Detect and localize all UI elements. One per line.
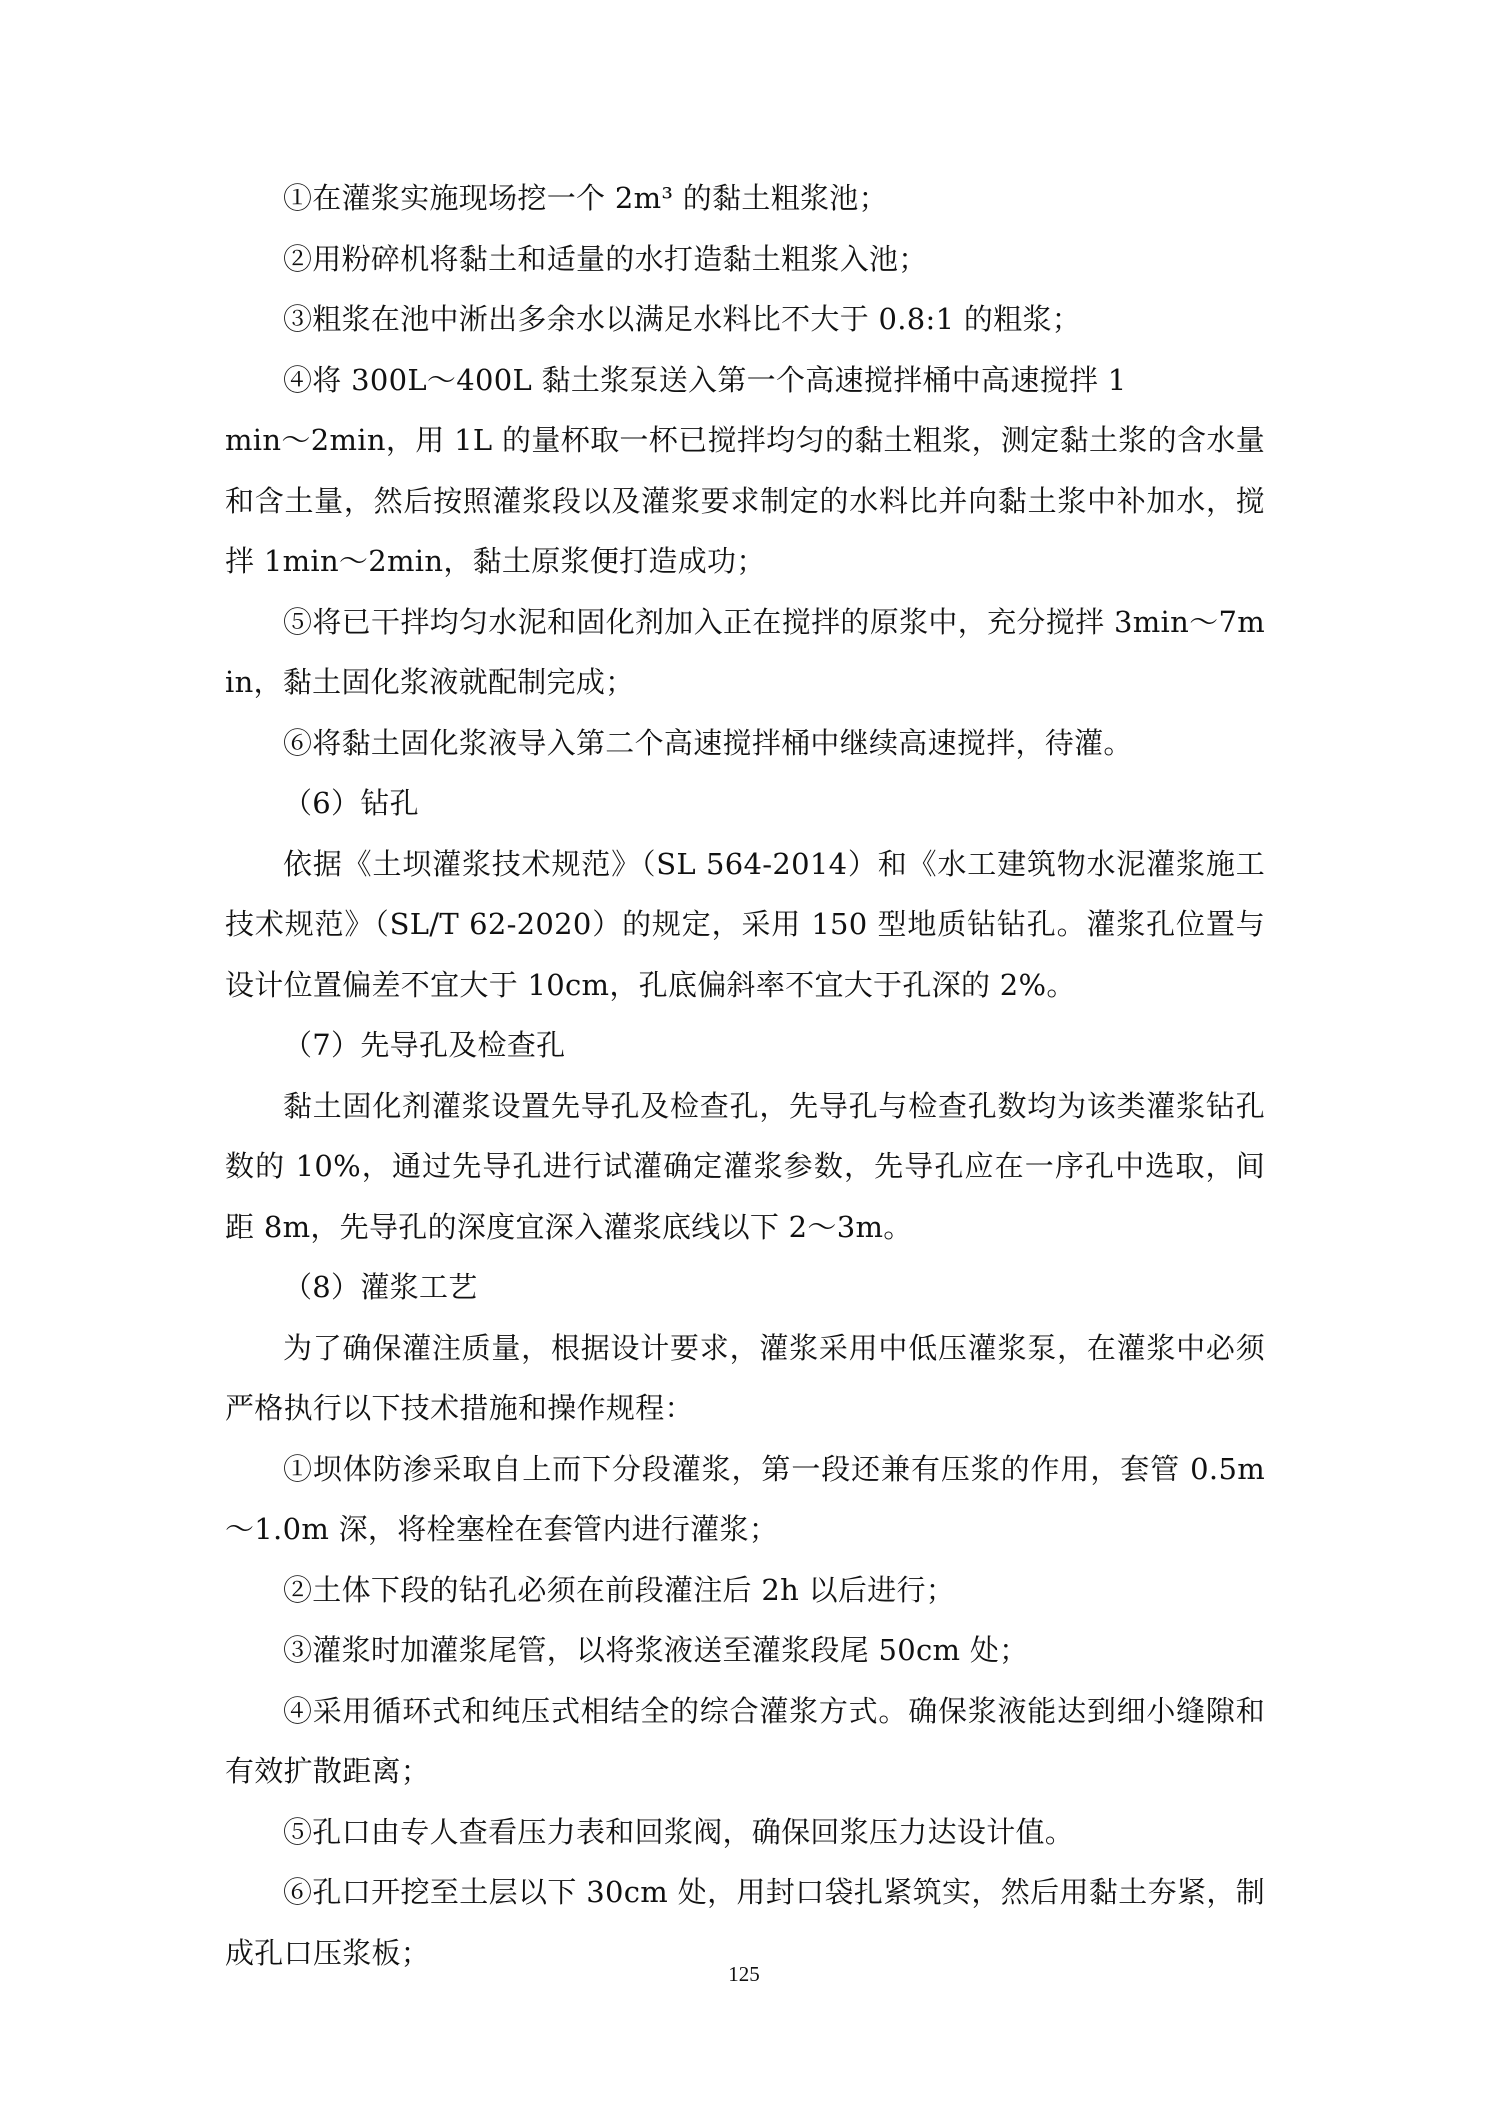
list-item: ⑥孔口开挖至土层以下 30cm 处，用封口袋扎紧筑实，然后用黏土夯紧，制成孔口压浆板； — [225, 1875, 1265, 1970]
page-number: 125 — [728, 1962, 760, 1986]
paragraph: 依据《土坝灌浆技术规范》（SL 564-2014）和《水工建筑物水泥灌浆施工技术规范》（SL/T 62-2020）的规定，采用 150 型地质钻钻孔。灌浆孔位置与设计位置偏差不宜大于 10cm，孔底偏斜率不宜大于孔深的 2%。 — [225, 846, 1265, 1002]
list-item: ①在灌浆实施现场挖一个 2m³ 的黏土粗浆池； — [283, 181, 888, 215]
section-heading-grouting-process: （8）灌浆工艺 — [283, 1270, 478, 1304]
section-heading-drilling: （6）钻孔 — [283, 786, 419, 820]
paragraph: min～2min，用 1L 的量杯取一杯已搅拌均匀的黏土粗浆，测定黏土浆的含水量和含土量，然后按照灌浆段以及灌浆要求制定的水料比并向黏土浆中补加水，搅拌 1min～2min，黏土原浆便打造成功； — [225, 423, 1265, 578]
list-item: ⑤孔口由专人查看压力表和回浆阀，确保回浆压力达设计值。 — [283, 1814, 1075, 1849]
list-item: ④将 300L～400L 黏土浆泵送入第一个高速搅拌桶中高速搅拌 1 — [283, 362, 1127, 397]
list-item: ⑥将黏土固化浆液导入第二个高速搅拌桶中继续高速搅拌，待灌。 — [283, 725, 1133, 760]
list-item: ①坝体防渗采取自上而下分段灌浆，第一段还兼有压浆的作用，套管 0.5m～1.0m 深，将栓塞栓在套管内进行灌浆； — [225, 1451, 1265, 1546]
list-item: ④采用循环式和纯压式相结全的综合灌浆方式。确保浆液能达到细小缝隙和有效扩散距离； — [225, 1693, 1265, 1788]
list-item: ②土体下段的钻孔必须在前段灌注后 2h 以后进行； — [283, 1572, 956, 1607]
paragraph: 为了确保灌注质量，根据设计要求，灌浆采用中低压灌浆泵，在灌浆中必须严格执行以下技术措施和操作规程： — [225, 1330, 1265, 1425]
list-item: ②用粉碎机将黏土和适量的水打造黏土粗浆入池； — [283, 241, 928, 276]
list-item: ③粗浆在池中淅出多余水以满足水料比不大于 0.8:1 的粗浆； — [283, 302, 1082, 336]
paragraph: 黏土固化剂灌浆设置先导孔及检查孔，先导孔与检查孔数均为该类灌浆钻孔数的 10%，通过先导孔进行试灌确定灌浆参数，先导孔应在一序孔中选取，间距 8m，先导孔的深度宜深入灌浆底线以下 2～3m。 — [225, 1088, 1265, 1244]
section-heading-pilot-holes: （7）先导孔及检查孔 — [283, 1028, 566, 1062]
list-item: ⑤将已干拌均匀水泥和固化剂加入正在搅拌的原浆中，充分搅拌 3min～7min，黏土固化浆液就配制完成； — [225, 604, 1265, 699]
document-body — [225, 168, 1265, 1983]
list-item: ③灌浆时加灌浆尾管，以将浆液送至灌浆段尾 50cm 处； — [283, 1633, 1029, 1667]
